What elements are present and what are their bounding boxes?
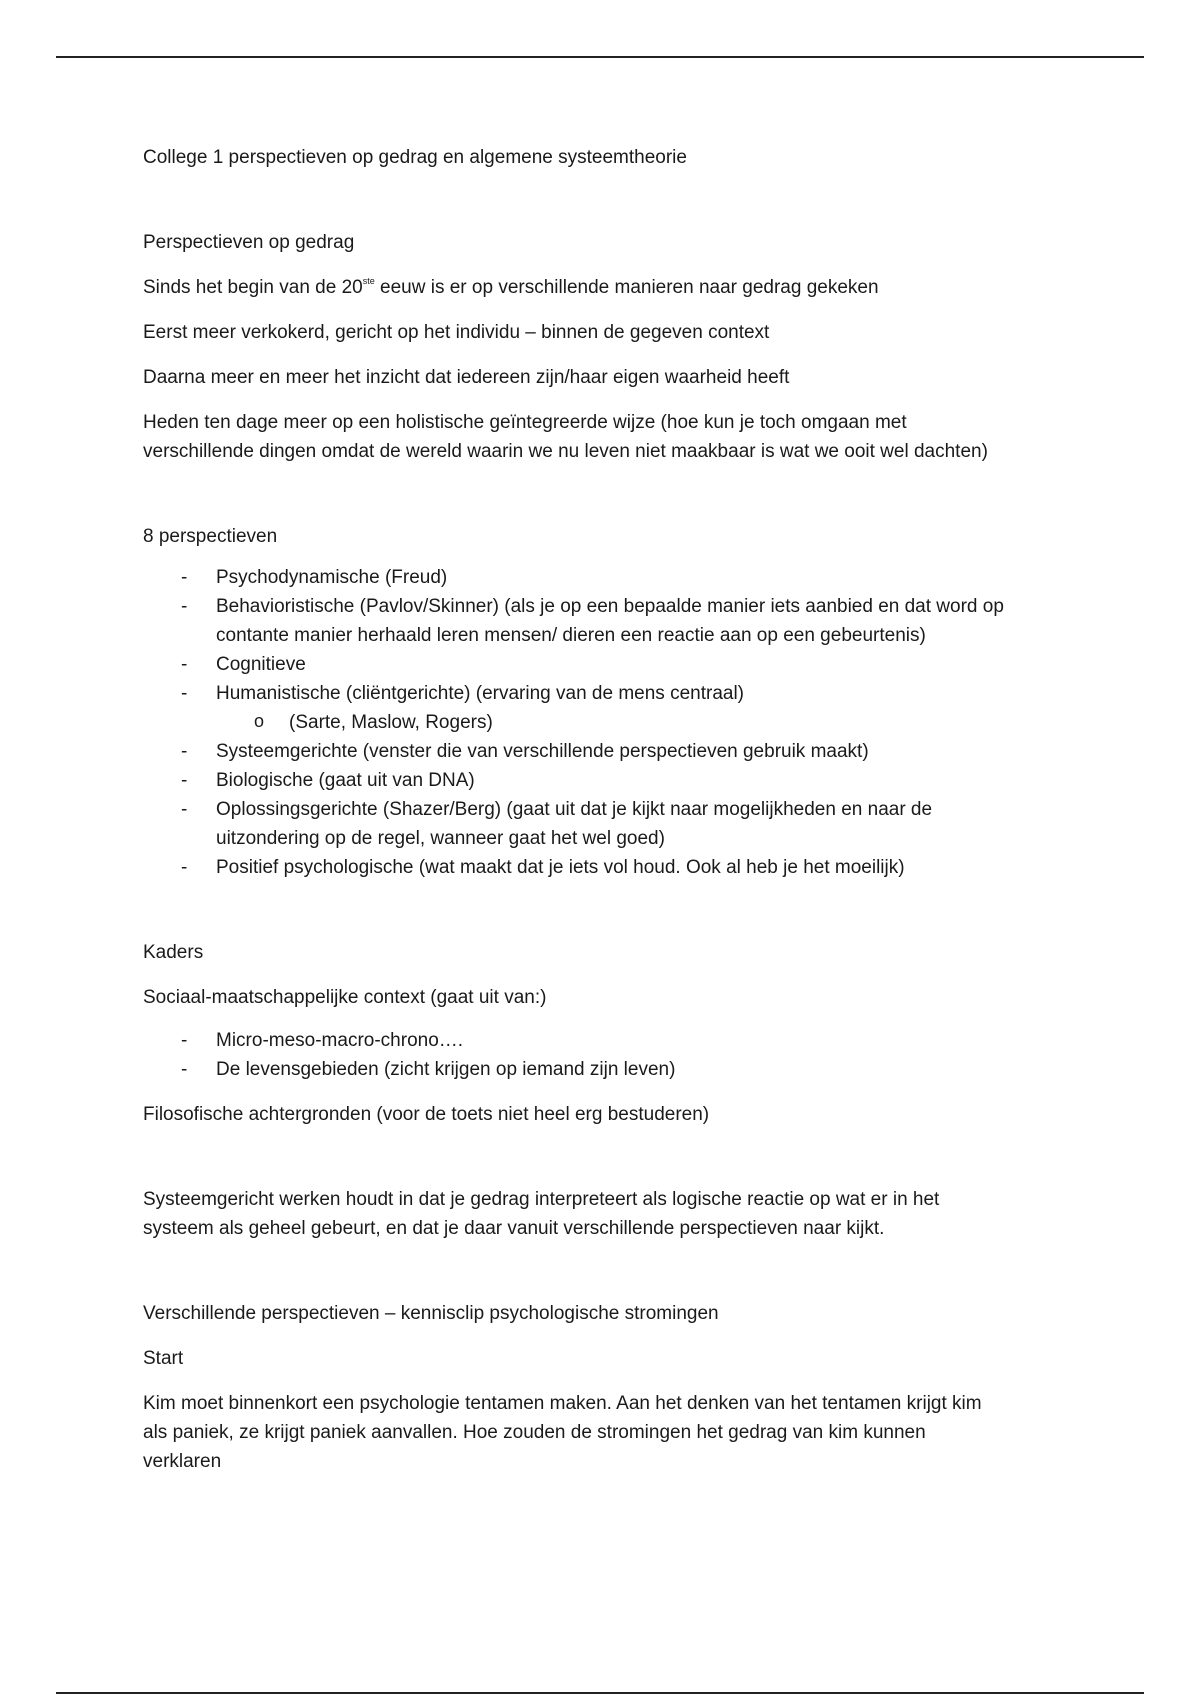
paragraph-systeemgericht	[143, 1185, 1083, 1243]
list-item-line: - Behavioristische (Pavlov/Skinner) (als je op een bepaalde manier iets aanbied en dat word op	[216, 596, 1004, 617]
kaders-list	[143, 1026, 1083, 1084]
document-title: College 1 perspectieven op gedrag en algemene systeemtheorie	[143, 147, 687, 168]
list-item: - Systeemgerichte (venster die van verschillende perspectieven gebruik maakt)	[143, 737, 1083, 766]
footer-rule	[56, 1692, 1144, 1694]
text-segment: Sinds het begin van de 20	[143, 277, 363, 298]
paragraph-line: als paniek, ze krijgt paniek aanvallen. Hoe zouden de stromingen het gedrag van kim kunnen	[143, 1422, 926, 1443]
paragraph-verkokerd: Eerst meer verkokerd, gericht op het individu – binnen de gegeven context	[143, 322, 770, 343]
superscript-ste: ste	[362, 276, 375, 286]
perspectives-list	[143, 563, 1083, 882]
paragraph-holistisch	[143, 408, 1083, 466]
paragraph-eigen-waarheid: Daarna meer en meer het inzicht dat iedereen zijn/haar eigen waarheid heeft	[143, 367, 790, 388]
list-item: - Biologische (gaat uit van DNA)	[143, 766, 1083, 795]
paragraph-line: Systeemgericht werken houdt in dat je gedrag interpreteert als logische reactie op wat er in het	[143, 1189, 940, 1210]
document-body	[143, 143, 1083, 1476]
list-item	[143, 795, 1083, 853]
header-rule	[56, 56, 1144, 58]
list-item	[143, 592, 1083, 650]
text-segment: eeuw is er op verschillende manieren naar gedrag gekeken	[374, 277, 879, 298]
list-item-line: contante manier herhaald leren mensen/ dieren een reactie aan op een gebeurtenis)	[216, 625, 926, 646]
paragraph-line: systeem als geheel gebeurt, en dat je daar vanuit verschillende perspectieven naar kijkt.	[143, 1218, 885, 1239]
paragraph-line: Heden ten dage meer op een holistische geïntegreerde wijze (hoe kun je toch omgaan met	[143, 412, 907, 433]
section-heading-8-perspectieven: 8 perspectieven	[143, 526, 278, 547]
sub-list-item: o (Sarte, Maslow, Rogers)	[216, 708, 1083, 737]
paragraph-start: Start	[143, 1348, 184, 1369]
section-heading-perspectieven: Perspectieven op gedrag	[143, 232, 355, 253]
paragraph-kim	[143, 1389, 1083, 1476]
sub-list	[216, 708, 1083, 737]
paragraph-line: Kim moet binnenkort een psychologie tentamen maken. Aan het denken van het tentamen krijgt kim	[143, 1393, 982, 1414]
list-item: - Positief psychologische (wat maakt dat je iets vol houd. Ook al heb je het moeilijk)	[143, 853, 1083, 882]
paragraph-sociaal-context: Sociaal-maatschappelijke context (gaat uit van:)	[143, 987, 547, 1008]
paragraph-line: verschillende dingen omdat de wereld waarin we nu leven niet maakbaar is wat we ooit wel dachten)	[143, 441, 988, 462]
list-item: - Cognitieve	[143, 650, 1083, 679]
paragraph-begin-20ste-eeuw	[143, 273, 1083, 302]
list-item: - De levensgebieden (zicht krijgen op iemand zijn leven)	[143, 1055, 1083, 1084]
section-heading-kaders: Kaders	[143, 942, 204, 963]
list-item-line: uitzondering op de regel, wanneer gaat het wel goed)	[216, 828, 665, 849]
list-item: - Psychodynamische (Freud)	[143, 563, 1083, 592]
section-heading-kennisclip: Verschillende perspectieven – kennisclip psychologische stromingen	[143, 1303, 719, 1324]
list-item	[143, 679, 1083, 737]
list-item-line: - Humanistische (cliëntgerichte) (ervaring van de mens centraal)	[216, 683, 745, 704]
paragraph-filosofische: Filosofische achtergronden (voor de toets niet heel erg bestuderen)	[143, 1104, 710, 1125]
list-item: - Micro-meso-macro-chrono….	[143, 1026, 1083, 1055]
paragraph-line: verklaren	[143, 1451, 222, 1472]
list-item-line: - Oplossingsgerichte (Shazer/Berg) (gaat uit dat je kijkt naar mogelijkheden en naar de	[216, 799, 933, 820]
